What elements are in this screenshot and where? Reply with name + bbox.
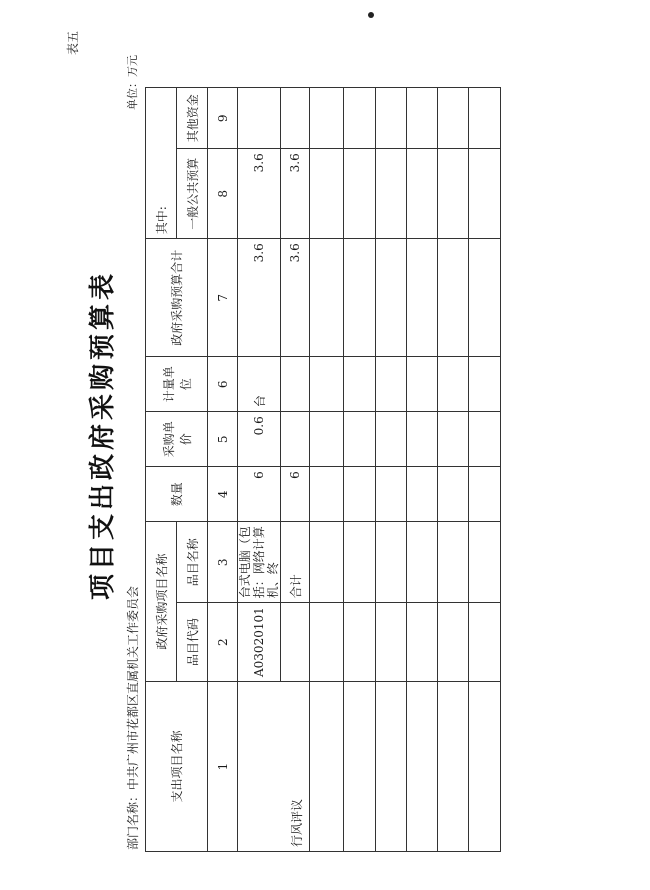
empty-cell [407,88,438,149]
header-item-code: 品目代码 [177,603,208,682]
empty-cell [310,357,344,412]
unit-label: 单位：万元 [126,55,139,110]
empty-cell [469,412,501,467]
empty-cell [310,88,344,149]
empty-cell [438,603,469,682]
empty-cell [407,357,438,412]
column-number: 8 [208,149,238,239]
empty-cell [407,603,438,682]
empty-cell [344,603,376,682]
empty-cell [344,149,376,239]
item-code-cell: A03020101 [238,603,281,682]
column-number: 3 [208,522,238,603]
empty-cell [469,357,501,412]
empty-cell [344,682,376,852]
empty-cell [376,357,407,412]
empty-cell [407,412,438,467]
unit-price-cell [281,412,310,467]
empty-cell [438,467,469,522]
header-general-budget: 一般公共预算 [177,149,208,239]
empty-cell [376,149,407,239]
measure-unit-cell [281,357,310,412]
header-procurement-item: 政府采购项目名称 [146,522,177,682]
column-number: 4 [208,467,238,522]
empty-cell [376,412,407,467]
empty-cell [469,467,501,522]
empty-cell [310,412,344,467]
project-name-cell: 行风评议 [238,682,310,852]
empty-table-row [438,88,469,852]
empty-cell [310,239,344,357]
empty-cell [310,522,344,603]
item-code-cell [281,603,310,682]
empty-cell [310,682,344,852]
empty-cell [469,682,501,852]
empty-cell [376,522,407,603]
empty-cell [407,239,438,357]
column-number: 7 [208,239,238,357]
empty-cell [407,522,438,603]
column-number: 6 [208,357,238,412]
column-number: 1 [208,682,238,852]
empty-table-row [344,88,376,852]
budget-total-cell: 3.6 [281,239,310,357]
empty-cell [344,239,376,357]
table-row [238,88,281,852]
empty-cell [310,149,344,239]
empty-cell [376,682,407,852]
department-name: 部门名称：中共广州市花都区直属机关工作委员会 [126,585,140,850]
general-budget-cell: 3.6 [238,149,281,239]
quantity-cell: 6 [238,467,281,522]
header-measure-unit: 计量单位 [146,357,208,412]
item-name-cell: 台式电脑（包括：网络计算机、终 [238,522,281,603]
empty-cell [407,682,438,852]
page-title: 项目支出政府采购预算表 [88,269,118,600]
empty-table-row [376,88,407,852]
empty-cell [310,603,344,682]
column-number: 9 [208,88,238,149]
empty-cell [344,522,376,603]
empty-cell [438,682,469,852]
column-number: 5 [208,412,238,467]
column-number: 2 [208,603,238,682]
unit-price-cell: 0.6 [238,412,281,467]
measure-unit-cell: 台 [238,357,281,412]
general-budget-cell: 3.6 [281,149,310,239]
empty-cell [469,522,501,603]
header-unit-price: 采购单价 [146,412,208,467]
empty-cell [310,467,344,522]
empty-cell [438,239,469,357]
item-name-cell: 合计 [281,522,310,603]
empty-cell [438,149,469,239]
header-other-funds: 其他资金 [177,88,208,149]
empty-cell [376,467,407,522]
empty-cell [438,357,469,412]
empty-cell [438,522,469,603]
header-of-which: 其中: [146,88,177,239]
empty-cell [376,239,407,357]
procurement-budget-table [145,87,501,852]
column-number-row [208,88,238,852]
empty-cell [438,88,469,149]
empty-cell [407,467,438,522]
empty-cell [407,149,438,239]
empty-table-row [469,88,501,852]
scan-speck [368,12,374,18]
quantity-cell: 6 [281,467,310,522]
empty-cell [438,412,469,467]
empty-cell [344,467,376,522]
empty-cell [376,603,407,682]
other-funds-cell [238,88,281,149]
empty-cell [344,357,376,412]
header-quantity: 数量 [146,467,208,522]
empty-cell [469,88,501,149]
other-funds-cell [281,88,310,149]
empty-cell [344,412,376,467]
header-item-name: 品目名称 [177,522,208,603]
empty-table-row [407,88,438,852]
budget-total-cell: 3.6 [238,239,281,357]
header-project-name: 支出项目名称 [146,682,208,852]
empty-cell [376,88,407,149]
empty-cell [469,603,501,682]
empty-table-row [310,88,344,852]
empty-cell [344,88,376,149]
empty-cell [469,149,501,239]
header-budget-total: 政府采购预算合计 [146,239,208,357]
table-number-label: 表五 [66,30,80,55]
empty-cell [469,239,501,357]
